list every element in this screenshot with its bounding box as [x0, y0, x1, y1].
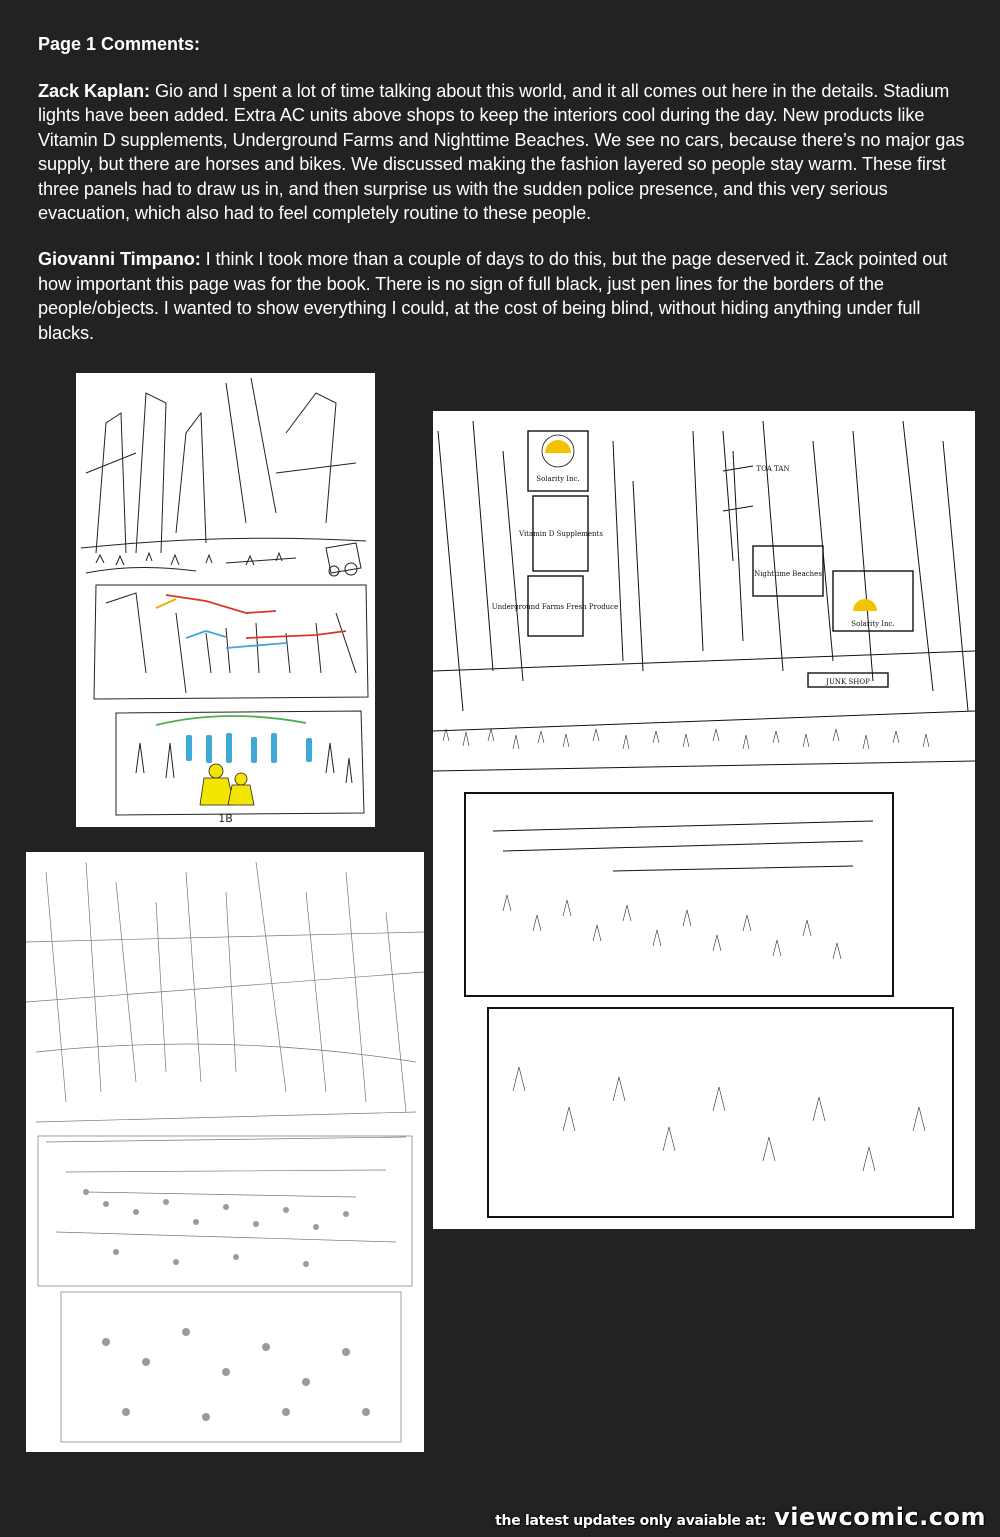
- thumbnail-drawing: [76, 373, 375, 827]
- speaker-name: Zack Kaplan:: [38, 81, 151, 101]
- comments-heading: Page 1 Comments:: [38, 34, 201, 54]
- site-footer: [495, 1503, 986, 1531]
- sign-nighttime-beaches: Nighttime Beaches: [754, 570, 822, 578]
- comment-zack: [38, 79, 968, 225]
- comment-giovanni: [38, 247, 968, 345]
- pencil-drawing: [26, 852, 424, 1452]
- speaker-name: Giovanni Timpano:: [38, 249, 201, 270]
- comment-text: I think I took more than a couple of days to do this, but the page deserved it. Zack pointed out how important this page was for the book. There is no sign of full black, just pen lines for the borders of the people/objects. I wanted to show everything I could, at the cost of being blind, without hiding anything under full blacks.: [38, 249, 948, 343]
- thumbnail-page-label: 1B: [218, 812, 233, 825]
- footer-notice: the latest updates only avaiable at:: [495, 1513, 767, 1529]
- sign-vitamin-d: Vitamin D Supplements: [519, 530, 603, 538]
- pencil-layout-page: [26, 852, 424, 1452]
- sign-junk-shop: JUNK SHOP: [826, 678, 870, 686]
- inked-page: [433, 411, 975, 1229]
- thumbnail-sketch: [76, 373, 375, 827]
- sign-tower: TOA TAN: [756, 465, 790, 473]
- sign-solarity: Solarity Inc.: [536, 475, 580, 483]
- inked-drawing: [433, 411, 975, 1229]
- sign-underground-farms: Underground Farms Fresh Produce: [491, 603, 619, 611]
- comment-text: Gio and I spent a lot of time talking about this world, and it all comes out here in the details. Stadium lights have been added. Extra AC units above shops to keep the interiors cool during the day. New products like Vitamin D supplements, Underground Farms and Nighttime Beaches. We see no cars, because there’s no major gas supply, but there are horses and bikes. We discussed making the fashion layered so people stay warm. These first three panels had to draw us in, and then surprise us with the sudden police presence, and this very serious evacuation, which also had to feel completely routine to these people.: [38, 81, 965, 224]
- sign-solarity-2: Solarity Inc.: [851, 620, 895, 628]
- footer-brand-link[interactable]: viewcomic.com: [774, 1503, 986, 1531]
- comments-section: [38, 34, 968, 367]
